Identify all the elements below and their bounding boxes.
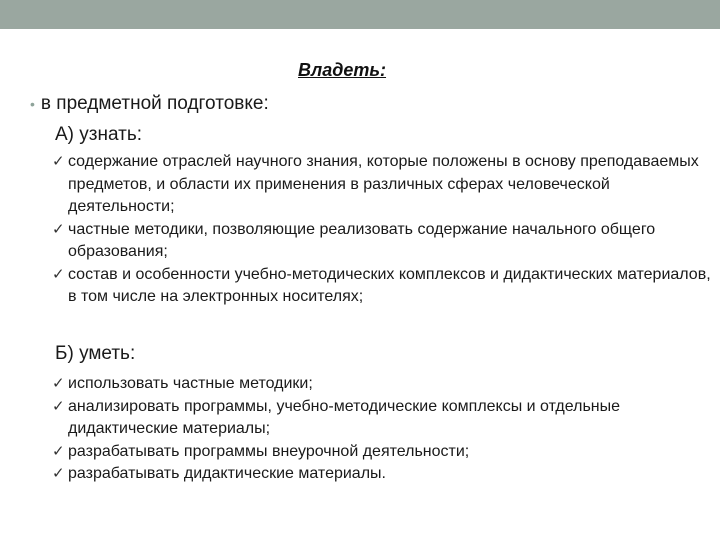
- list-item: [52, 151, 712, 219]
- list-item-text: содержание отраслей научного знания, которые положены в основу преподаваемых предметов, и области их применения в различных сферах человеческой деятельности;: [68, 153, 699, 215]
- list-item: [52, 373, 712, 396]
- bullet-dot-icon: •: [30, 96, 35, 112]
- checkmark-icon: ✓: [52, 465, 65, 482]
- list-item: [52, 264, 712, 309]
- checkmark-icon: ✓: [52, 375, 65, 392]
- slide-title: Владеть:: [298, 60, 387, 80]
- list-item-text: разрабатывать программы внеурочной деятельности;: [68, 442, 470, 460]
- list-item: [52, 219, 712, 264]
- section-b-list: [52, 373, 712, 486]
- checkmark-icon: ✓: [52, 220, 65, 238]
- list-item: [52, 396, 712, 441]
- section-b-heading: Б) уметь:: [55, 343, 136, 364]
- level1-text: в предметной подготовке:: [40, 93, 269, 114]
- checkmark-icon: ✓: [52, 153, 65, 170]
- section-a-heading: А) узнать:: [55, 124, 143, 145]
- list-item-text: разрабатывать дидактические материалы.: [68, 465, 386, 482]
- section-a-list: [52, 151, 712, 309]
- checkmark-icon: ✓: [52, 442, 65, 460]
- list-item-text: состав и особенности учебно-методических комплексов и дидактических материалов, в том числе на электронных носителях;: [68, 265, 711, 305]
- list-item: [52, 463, 712, 486]
- list-item: [52, 441, 712, 464]
- checkmark-icon: ✓: [52, 265, 65, 283]
- list-item-text: использовать частные методики;: [68, 375, 313, 392]
- level1-bullet-row: [30, 93, 269, 115]
- list-item-text: частные методики, позволяющие реализовать содержание начального общего образования;: [68, 220, 656, 260]
- checkmark-icon: ✓: [52, 397, 65, 415]
- top-decorative-band: [0, 0, 720, 29]
- list-item-text: анализировать программы, учебно-методические комплексы и отдельные дидактические материалы;: [68, 397, 621, 437]
